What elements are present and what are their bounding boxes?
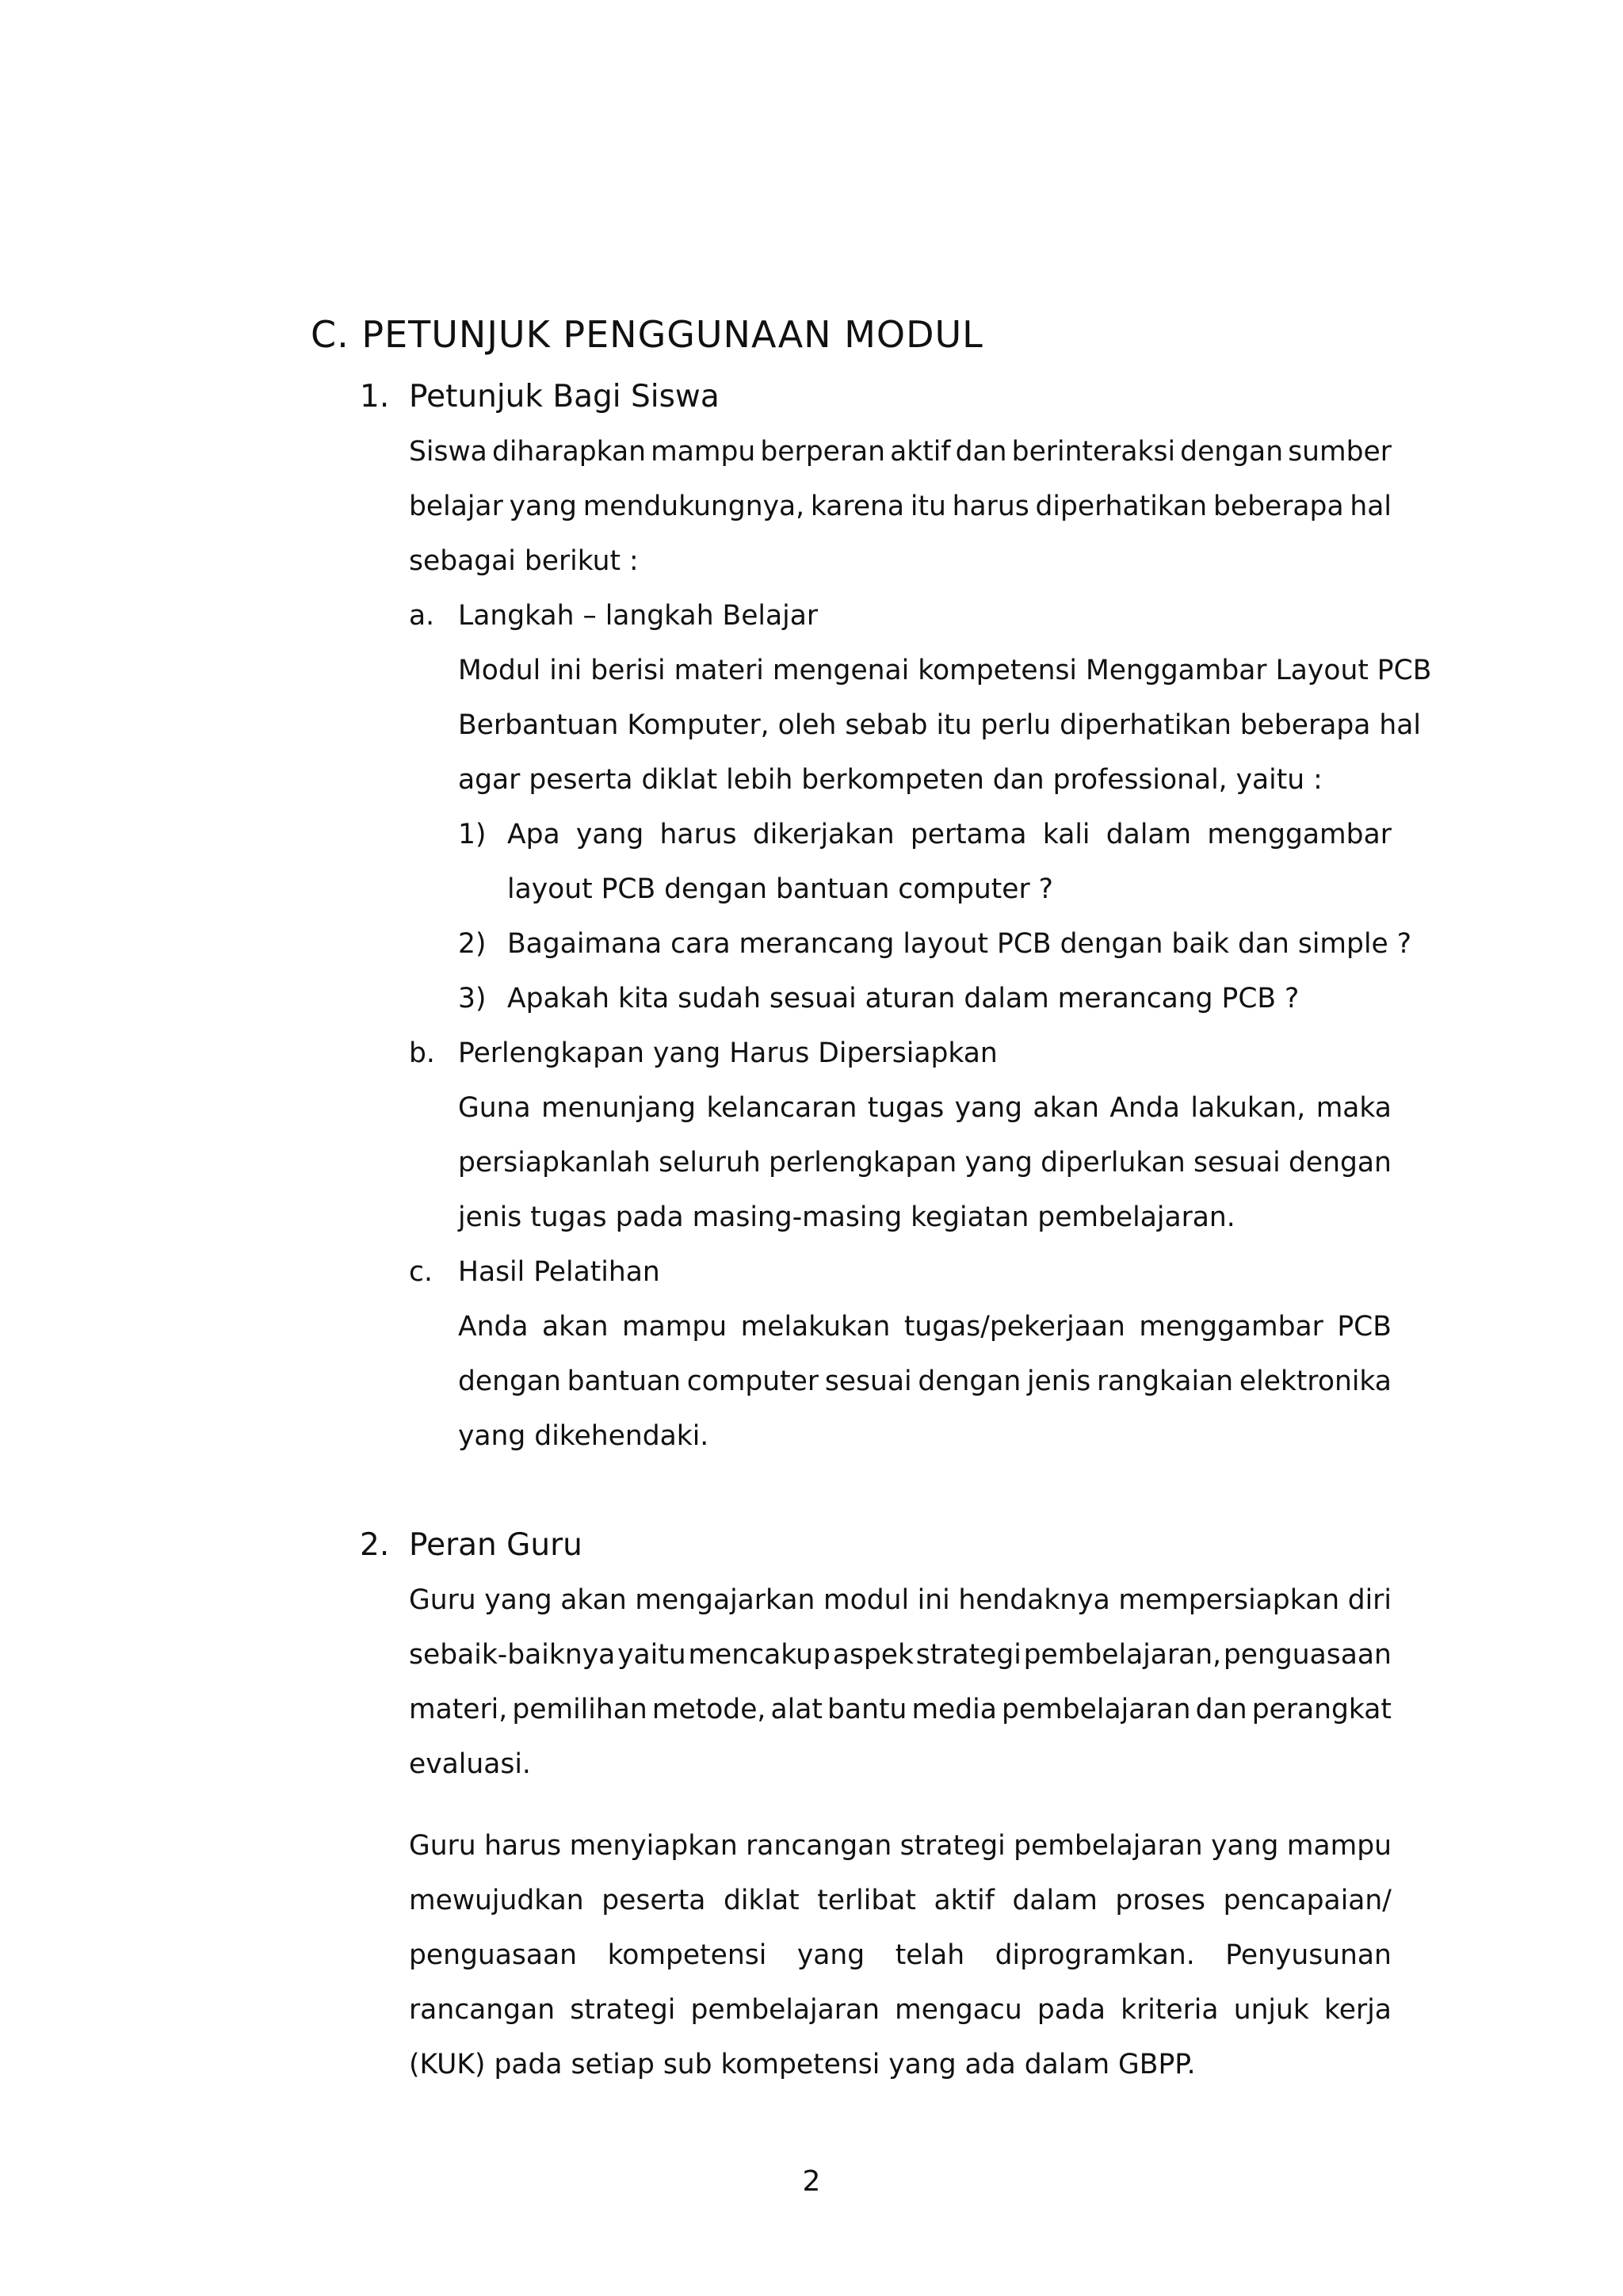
paragraph-line: agar peserta diklat lebih berkompeten dan professional, yaitu : bbox=[458, 764, 1323, 796]
word: menggambar bbox=[1207, 819, 1392, 850]
word: hendaknya bbox=[958, 1584, 1110, 1616]
word: tugas/pekerjaan bbox=[903, 1311, 1125, 1343]
item-b-title bbox=[409, 1026, 998, 1081]
word: mampu bbox=[651, 436, 756, 468]
word: ini bbox=[917, 1584, 950, 1616]
numbered-item-3-text: Apakah kita sudah sesuai aturan dalam merancang PCB ? bbox=[507, 983, 1300, 1014]
paragraph-line bbox=[409, 1983, 1392, 2038]
word: aspek bbox=[832, 1639, 914, 1671]
paragraph-line bbox=[458, 1136, 1392, 1190]
subsection-2-title bbox=[360, 1526, 582, 1565]
paragraph-line bbox=[507, 808, 1392, 862]
paragraph-line bbox=[409, 1683, 1392, 1737]
word: PCB bbox=[1337, 1311, 1392, 1343]
word: rancangan bbox=[746, 1830, 892, 1862]
word: Siswa bbox=[409, 436, 487, 468]
word: perangkat bbox=[1251, 1694, 1392, 1725]
subsection-1-number: 1. bbox=[360, 379, 390, 415]
word: mencakup bbox=[688, 1639, 831, 1671]
word: Guru bbox=[409, 1584, 476, 1616]
numbered-item-1-marker: 1) bbox=[458, 819, 487, 850]
word: yang bbox=[484, 1584, 552, 1616]
numbered-item-2-marker: 2) bbox=[458, 928, 487, 960]
paragraph-line bbox=[409, 1819, 1392, 1874]
word: telah bbox=[895, 1939, 965, 1971]
word: sebaik-baiknya bbox=[409, 1639, 616, 1671]
paragraph-line: evaluasi. bbox=[409, 1748, 531, 1780]
word: seluruh bbox=[659, 1147, 761, 1179]
word: strategi bbox=[915, 1639, 1022, 1671]
word: Anda bbox=[1109, 1092, 1180, 1124]
paragraph-line bbox=[458, 1300, 1392, 1354]
word: yang bbox=[575, 819, 644, 850]
word: pembelajaran bbox=[690, 1994, 880, 2026]
item-b-paragraph bbox=[458, 1081, 1392, 1245]
word: rancangan bbox=[409, 1994, 556, 2026]
word: menyiapkan bbox=[569, 1830, 738, 1862]
word: diperlukan bbox=[1041, 1147, 1186, 1179]
word: bantuan bbox=[567, 1366, 681, 1397]
word: dan bbox=[955, 436, 1007, 468]
word: dalam bbox=[1012, 1885, 1098, 1916]
word: peserta bbox=[601, 1885, 706, 1916]
word: beberapa bbox=[1212, 491, 1344, 522]
word: proses bbox=[1115, 1885, 1205, 1916]
section-heading: C. PETUNJUK PENGGUNAAN MODUL bbox=[311, 313, 983, 356]
word: kerja bbox=[1324, 1994, 1392, 2026]
word: strategi bbox=[570, 1994, 676, 2026]
word: melakukan bbox=[740, 1311, 891, 1343]
word: tugas bbox=[867, 1092, 945, 1124]
part2-paragraph-2 bbox=[409, 1819, 1392, 2092]
word: computer bbox=[686, 1366, 819, 1397]
item-c-label: Hasil Pelatihan bbox=[458, 1256, 660, 1288]
word: rangkaian bbox=[1096, 1366, 1234, 1397]
item-a-title bbox=[409, 589, 819, 644]
word: terlibat bbox=[817, 1885, 916, 1916]
word: itu bbox=[910, 491, 946, 522]
word: dengan bbox=[1289, 1147, 1392, 1179]
word: aktif bbox=[934, 1885, 995, 1916]
subsection-2-label: Peran Guru bbox=[409, 1527, 582, 1563]
numbered-item-2-text: Bagaimana cara merancang layout PCB dengan baik dan simple ? bbox=[507, 928, 1412, 960]
paragraph-line bbox=[409, 479, 1392, 534]
word: menggambar bbox=[1139, 1311, 1323, 1343]
word: belajar bbox=[409, 491, 503, 522]
paragraph-line: sebagai berikut : bbox=[409, 545, 639, 577]
item-c-paragraph bbox=[458, 1300, 1392, 1464]
word: metode, bbox=[651, 1694, 766, 1725]
word: kompetensi bbox=[607, 1939, 767, 1971]
word: strategi bbox=[899, 1830, 1006, 1862]
word: yang bbox=[1211, 1830, 1279, 1862]
word: pada bbox=[1037, 1994, 1106, 2026]
word: hal bbox=[1350, 491, 1392, 522]
numbered-item-1-line bbox=[458, 808, 1392, 862]
paragraph-line bbox=[409, 1928, 1392, 1983]
word: sumber bbox=[1288, 436, 1392, 468]
word: dengan bbox=[918, 1366, 1022, 1397]
numbered-item-3-marker: 3) bbox=[458, 983, 487, 1014]
word: maka bbox=[1316, 1092, 1392, 1124]
word: materi, bbox=[409, 1694, 508, 1725]
paragraph-line bbox=[409, 425, 1392, 479]
item-b-marker: b. bbox=[409, 1037, 435, 1069]
word: kriteria bbox=[1121, 1994, 1219, 2026]
subsection-1-title bbox=[360, 377, 720, 417]
word: diri bbox=[1347, 1584, 1392, 1616]
word: mampu bbox=[622, 1311, 727, 1343]
word: mampu bbox=[1286, 1830, 1392, 1862]
word: yang bbox=[796, 1939, 865, 1971]
word: pemilihan bbox=[512, 1694, 647, 1725]
paragraph-line bbox=[458, 1081, 1392, 1136]
word: penguasaan bbox=[1223, 1639, 1392, 1671]
paragraph-line: layout PCB dengan bantuan computer ? bbox=[507, 873, 1053, 905]
word: lakukan, bbox=[1190, 1092, 1306, 1124]
word: perlengkapan bbox=[768, 1147, 957, 1179]
page-number: 2 bbox=[802, 2165, 821, 2198]
word: diharapkan bbox=[491, 436, 647, 468]
word: jenis bbox=[1026, 1366, 1091, 1397]
word: berperan bbox=[760, 436, 886, 468]
subsection-1-label: Petunjuk Bagi Siswa bbox=[409, 379, 720, 415]
word: aktif bbox=[890, 436, 951, 468]
word: kali bbox=[1042, 819, 1090, 850]
word: karena bbox=[810, 491, 905, 522]
word: sesuai bbox=[1193, 1147, 1281, 1179]
word: harus bbox=[952, 491, 1029, 522]
paragraph-line bbox=[409, 1573, 1392, 1628]
word: Guru bbox=[409, 1830, 476, 1862]
paragraph-line: (KUK) pada setiap sub kompetensi yang ada dalam GBPP. bbox=[409, 2049, 1196, 2080]
word: alat bbox=[770, 1694, 823, 1725]
item-a-label: Langkah – langkah Belajar bbox=[458, 600, 819, 632]
word: menunjang bbox=[541, 1092, 696, 1124]
word: persiapkanlah bbox=[458, 1147, 651, 1179]
word: dengan bbox=[1180, 436, 1284, 468]
word: yang bbox=[509, 491, 577, 522]
word: dikerjakan bbox=[752, 819, 895, 850]
subsection-2-number: 2. bbox=[360, 1527, 390, 1563]
word: penguasaan bbox=[409, 1939, 578, 1971]
part2-paragraph-1 bbox=[409, 1573, 1392, 1792]
item-c-marker: c. bbox=[409, 1256, 433, 1288]
word: Guna bbox=[458, 1092, 531, 1124]
word: media bbox=[911, 1694, 997, 1725]
word: akan bbox=[560, 1584, 627, 1616]
word: Apa bbox=[507, 819, 560, 850]
word: akan bbox=[1033, 1092, 1099, 1124]
paragraph-line bbox=[458, 1354, 1392, 1409]
numbered-item-1 bbox=[458, 808, 1392, 917]
item-b-label: Perlengkapan yang Harus Dipersiapkan bbox=[458, 1037, 998, 1069]
paragraph-line: yang dikehendaki. bbox=[458, 1420, 709, 1452]
word: yang bbox=[964, 1147, 1033, 1179]
word: diperhatikan bbox=[1035, 491, 1208, 522]
numbered-item-2 bbox=[458, 917, 1412, 972]
word: dan bbox=[1195, 1694, 1247, 1725]
item-c-title bbox=[409, 1245, 660, 1300]
word: harus bbox=[659, 819, 737, 850]
word: elektronika bbox=[1239, 1366, 1392, 1397]
word: akan bbox=[542, 1311, 609, 1343]
item-a-paragraph bbox=[458, 644, 1432, 808]
word: mengajarkan bbox=[635, 1584, 815, 1616]
word: diprogramkan. bbox=[995, 1939, 1195, 1971]
word: dengan bbox=[458, 1366, 561, 1397]
word: pembelajaran bbox=[1014, 1830, 1203, 1862]
paragraph-line: Modul ini berisi materi mengenai kompetensi Menggambar Layout PCB bbox=[458, 655, 1432, 686]
word: pertama bbox=[910, 819, 1027, 850]
word: pembelajaran bbox=[1002, 1694, 1191, 1725]
word: mewujudkan bbox=[409, 1885, 584, 1916]
paragraph-line: Berbantuan Komputer, oleh sebab itu perlu diperhatikan beberapa hal bbox=[458, 709, 1421, 741]
word: yang bbox=[954, 1092, 1022, 1124]
word: diklat bbox=[723, 1885, 800, 1916]
paragraph-line bbox=[409, 1628, 1392, 1683]
word: Penyusunan bbox=[1225, 1939, 1392, 1971]
word: mendukungnya, bbox=[582, 491, 805, 522]
part1-intro-paragraph bbox=[409, 425, 1392, 589]
word: pembelajaran, bbox=[1023, 1639, 1222, 1671]
word: bantu bbox=[827, 1694, 907, 1725]
word: sesuai bbox=[824, 1366, 912, 1397]
word: modul bbox=[823, 1584, 910, 1616]
numbered-item-3 bbox=[458, 972, 1300, 1026]
item-a-marker: a. bbox=[409, 600, 435, 632]
word: dalam bbox=[1106, 819, 1192, 850]
word: yaitu bbox=[617, 1639, 686, 1671]
word: pencapaian/ bbox=[1223, 1885, 1392, 1916]
word: unjuk bbox=[1233, 1994, 1309, 2026]
word: mempersiapkan bbox=[1118, 1584, 1340, 1616]
word: Anda bbox=[458, 1311, 529, 1343]
word: mengacu bbox=[895, 1994, 1022, 2026]
word: kelancaran bbox=[706, 1092, 857, 1124]
paragraph-line bbox=[409, 1874, 1392, 1928]
word: harus bbox=[484, 1830, 562, 1862]
word: berinteraksi bbox=[1011, 436, 1176, 468]
paragraph-line: jenis tugas pada masing-masing kegiatan pembelajaran. bbox=[458, 1201, 1235, 1233]
